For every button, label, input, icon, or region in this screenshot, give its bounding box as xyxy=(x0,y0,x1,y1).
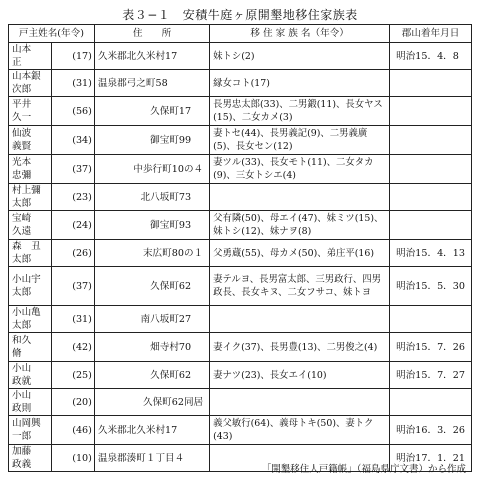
table-row xyxy=(9,43,472,70)
table-row xyxy=(9,306,472,333)
table-row xyxy=(9,267,472,306)
family-members: 妻イク(37)、長男豊(13)、二男俊之(4) xyxy=(210,333,390,362)
family-members xyxy=(210,389,390,416)
head-name: 和久 脩 xyxy=(9,333,52,362)
family-members: 義父敏行(64)、義母トキ(50)、妻トク(43) xyxy=(210,416,390,445)
family-members: 妻ナツ(23)、長女エイ(10) xyxy=(210,362,390,389)
arrival-date: 明治15．7．27 xyxy=(390,362,472,389)
head-name: 森 丑太郎 xyxy=(9,240,52,267)
table-row xyxy=(9,184,472,211)
arrival-date xyxy=(390,184,472,211)
head-name: 加藤 政義 xyxy=(9,445,52,472)
arrival-date xyxy=(390,389,472,416)
address: 久保町17 xyxy=(94,97,209,126)
family-members: 妻ツル(33)、長女モト(11)、二女タカ(9)、三女トシエ(4) xyxy=(210,155,390,184)
head-name: 小山 政則 xyxy=(9,389,52,416)
head-name: 山岡興一郎 xyxy=(9,416,52,445)
head-age: (37) xyxy=(51,155,94,184)
address: 温泉郡弓之町58 xyxy=(94,70,209,97)
address: 温泉郡湊町１丁目４ xyxy=(94,445,209,472)
head-age: (25) xyxy=(51,362,94,389)
address: 久保町62同居 xyxy=(94,389,209,416)
arrival-date xyxy=(390,155,472,184)
head-name: 小山宇太郎 xyxy=(9,267,52,306)
family-table xyxy=(8,24,472,472)
arrival-date xyxy=(390,97,472,126)
arrival-date xyxy=(390,211,472,240)
arrival-date xyxy=(390,126,472,155)
address: 南八坂町27 xyxy=(94,306,209,333)
address: 畑寺村70 xyxy=(94,333,209,362)
address: 久米郡北久米村17 xyxy=(94,43,209,70)
family-members: 妻テルヨ、長男富太郎、三男政行、四男政長、長女キヌ、二女フサコ、妹トヨ xyxy=(210,267,390,306)
header-date: 郡山着年月日 xyxy=(390,25,472,43)
source-note: 「開墾移住人戸籍帳」（福島県庁文書）から作成 xyxy=(261,464,466,475)
head-name: 村上彌太郎 xyxy=(9,184,52,211)
table-row xyxy=(9,333,472,362)
table-row xyxy=(9,126,472,155)
table-row xyxy=(9,70,472,97)
head-name: 小山 政就 xyxy=(9,362,52,389)
family-members xyxy=(210,184,390,211)
head-name: 光本 忠彌 xyxy=(9,155,52,184)
head-age: (31) xyxy=(51,70,94,97)
family-members: 父有隣(50)、母エイ(47)、妹ミツ(15)、妹トシ(12)、妹ナヲ(8) xyxy=(210,211,390,240)
arrival-date: 明治16．3．26 xyxy=(390,416,472,445)
head-age: (37) xyxy=(51,267,94,306)
head-name: 山本 正 xyxy=(9,43,52,70)
family-members: 妻トセ(44)、長男義記(9)、二男義廣(5)、長女セン(12) xyxy=(210,126,390,155)
address: 北八坂町73 xyxy=(94,184,209,211)
table-row xyxy=(9,240,472,267)
address: 御宝町99 xyxy=(94,126,209,155)
table-row xyxy=(9,362,472,389)
family-members xyxy=(210,306,390,333)
family-members: 縁女コト(17) xyxy=(210,70,390,97)
header-family: 移 住 家 族 名（年令） xyxy=(210,25,390,43)
table-row xyxy=(9,97,472,126)
head-age: (56) xyxy=(51,97,94,126)
table-row xyxy=(9,211,472,240)
arrival-date: 明治17．1．21 xyxy=(390,445,472,472)
table-row xyxy=(9,389,472,416)
family-members: 妹トシ(2) xyxy=(210,43,390,70)
head-name: 小山亀太郎 xyxy=(9,306,52,333)
arrival-date: 明治15．7．26 xyxy=(390,333,472,362)
head-name: 宝崎 久遠 xyxy=(9,211,52,240)
head-age: (42) xyxy=(51,333,94,362)
head-name: 仙波 義賢 xyxy=(9,126,52,155)
address: 御宝町93 xyxy=(94,211,209,240)
head-age: (34) xyxy=(51,126,94,155)
arrival-date xyxy=(390,70,472,97)
arrival-date xyxy=(390,306,472,333)
arrival-date: 明治15．4．13 xyxy=(390,240,472,267)
head-age: (31) xyxy=(51,306,94,333)
family-members: 長男忠太郎(33)、二男鍛(11)、長女ヤス(15)、二女カメ(3) xyxy=(210,97,390,126)
table-row xyxy=(9,155,472,184)
address: 中歩行町10の４ xyxy=(94,155,209,184)
head-name: 山本銀次郎 xyxy=(9,70,52,97)
table-title: 表３−１ 安積牛庭ヶ原開墾地移住家族表 xyxy=(122,8,358,22)
head-age: (26) xyxy=(51,240,94,267)
head-age: (23) xyxy=(51,184,94,211)
header-head-name: 戸主姓名(年令) xyxy=(9,25,95,43)
arrival-date: 明治15．5．30 xyxy=(390,267,472,306)
address: 久保町62 xyxy=(94,267,209,306)
family-members: 父勇蔵(55)、母カメ(50)、弟庄平(16) xyxy=(210,240,390,267)
head-age: (17) xyxy=(51,43,94,70)
head-age: (46) xyxy=(51,416,94,445)
arrival-date: 明治15．4．8 xyxy=(390,43,472,70)
header-row xyxy=(9,25,472,43)
address: 久保町62 xyxy=(94,362,209,389)
table-row xyxy=(9,416,472,445)
head-age: (24) xyxy=(51,211,94,240)
address: 末広町80の１ xyxy=(94,240,209,267)
address: 久米郡北久米村17 xyxy=(94,416,209,445)
head-age: (20) xyxy=(51,389,94,416)
head-name: 平井 久一 xyxy=(9,97,52,126)
header-address: 住 所 xyxy=(94,25,209,43)
head-age: (10) xyxy=(51,445,94,472)
